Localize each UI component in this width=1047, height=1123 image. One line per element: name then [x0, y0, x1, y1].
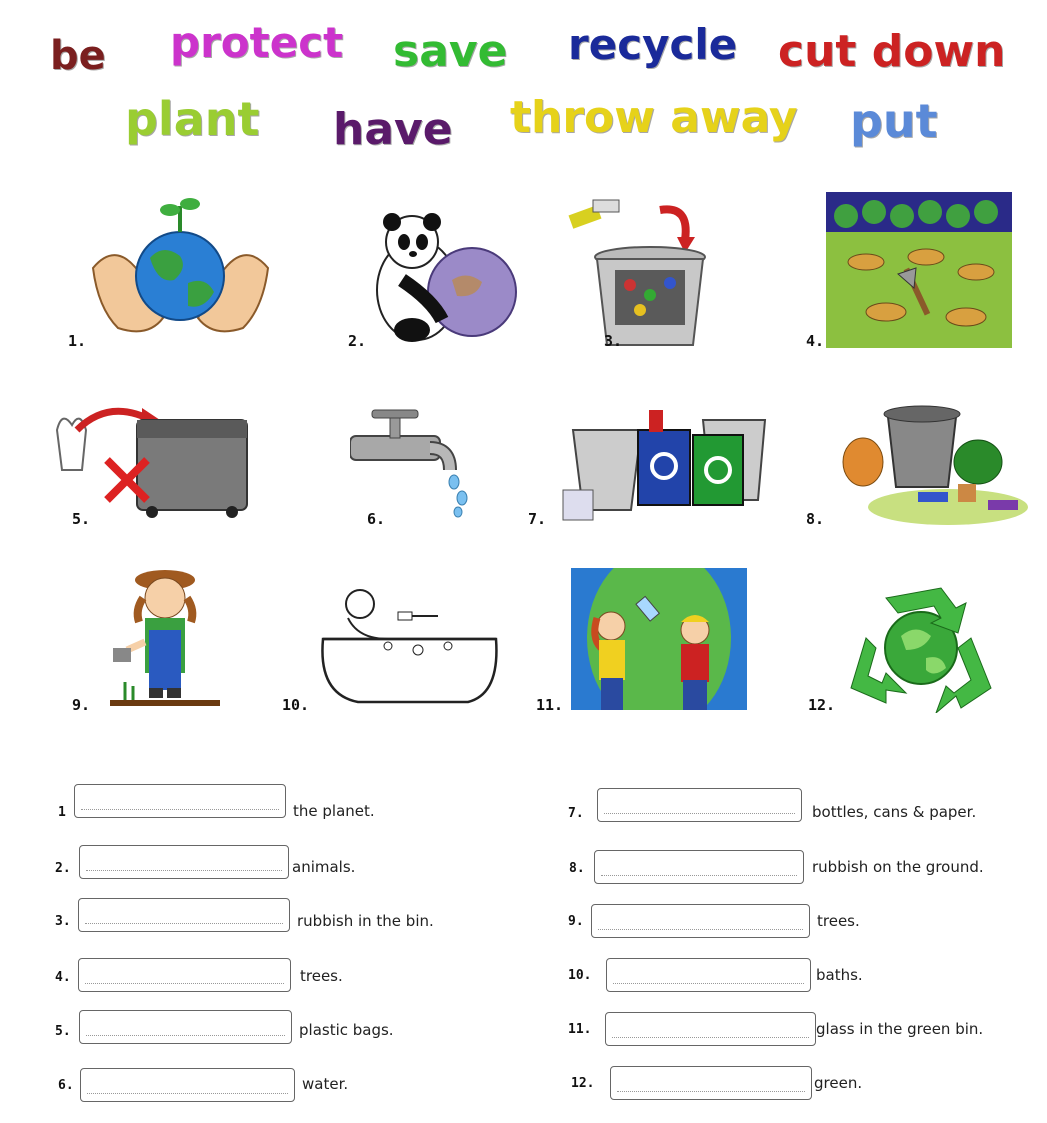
picture-number: 11.	[536, 696, 564, 714]
word-save: save	[393, 26, 508, 77]
sentence-text: animals.	[292, 858, 356, 876]
sentence-number: 1	[58, 805, 66, 820]
plastic-bag-crossed-icon	[52, 400, 252, 520]
rubbish-on-ground-icon	[838, 392, 1034, 530]
earth-in-hands-icon	[88, 188, 273, 348]
word-protect: protect	[170, 18, 344, 67]
sentence-text: rubbish in the bin.	[297, 912, 434, 930]
picture-number: 1.	[68, 332, 87, 350]
answer-box[interactable]	[591, 904, 810, 938]
rubbish-into-bin-icon	[565, 195, 715, 355]
sentence-text: the planet.	[293, 802, 375, 820]
picture-number: 10.	[282, 696, 310, 714]
dripping-tap-icon	[350, 408, 490, 518]
answer-box[interactable]	[605, 1012, 816, 1046]
sentence-text: green.	[814, 1074, 863, 1092]
answer-box[interactable]	[79, 845, 289, 879]
picture-number: 2.	[348, 332, 367, 350]
sentence-number: 5.	[55, 1024, 71, 1039]
sentence-number: 3.	[55, 914, 71, 929]
answer-box[interactable]	[74, 784, 286, 818]
picture-number: 8.	[806, 510, 825, 528]
picture-number: 9.	[72, 696, 91, 714]
sentence-text: trees.	[817, 912, 860, 930]
picture-number: 6.	[367, 510, 386, 528]
sentence-number: 10.	[568, 968, 592, 983]
answer-box[interactable]	[79, 1010, 292, 1044]
word-recycle: recycle	[568, 20, 738, 69]
picture-number: 3.	[604, 332, 623, 350]
sentence-number: 6.	[58, 1078, 74, 1093]
picture-number: 5.	[72, 510, 91, 528]
sentence-text: plastic bags.	[299, 1021, 394, 1039]
sentence-number: 2.	[55, 861, 71, 876]
panda-hugging-globe-icon	[372, 210, 522, 345]
answer-box[interactable]	[78, 958, 291, 992]
answer-box[interactable]	[78, 898, 290, 932]
sentence-text: rubbish on the ground.	[812, 858, 984, 876]
picture-number: 12.	[808, 696, 836, 714]
word-cut-down: cut down	[778, 26, 1006, 77]
word-plant: plant	[125, 92, 260, 146]
picture-number: 7.	[528, 510, 547, 528]
answer-box[interactable]	[606, 958, 811, 992]
word-put: put	[850, 94, 938, 148]
recycling-bins-icon	[553, 400, 768, 525]
sentence-text: baths.	[816, 966, 863, 984]
tree-stumps-axe-icon	[826, 192, 1012, 348]
answer-box[interactable]	[80, 1068, 295, 1102]
kids-glass-bin-icon	[571, 568, 747, 710]
answer-box[interactable]	[597, 788, 802, 822]
girl-planting-icon	[105, 570, 230, 710]
word-have: have	[333, 104, 453, 155]
sentence-number: 12.	[571, 1076, 595, 1091]
sentence-number: 4.	[55, 970, 71, 985]
sentence-text: trees.	[300, 967, 343, 985]
sentence-text: bottles, cans & paper.	[812, 803, 977, 821]
answer-box[interactable]	[594, 850, 804, 884]
sentence-number: 11.	[568, 1022, 592, 1037]
sentence-number: 9.	[568, 914, 584, 929]
word-be: be	[50, 33, 106, 79]
sentence-number: 7.	[568, 806, 584, 821]
sentence-text: water.	[302, 1075, 349, 1093]
word-throw-away: throw away	[510, 92, 798, 143]
sentence-text: glass in the green bin.	[816, 1020, 984, 1038]
answer-box[interactable]	[610, 1066, 812, 1100]
recycle-globe-icon	[846, 578, 996, 713]
picture-number: 4.	[806, 332, 825, 350]
bathtub-icon	[318, 584, 503, 709]
sentence-number: 8.	[569, 861, 585, 876]
